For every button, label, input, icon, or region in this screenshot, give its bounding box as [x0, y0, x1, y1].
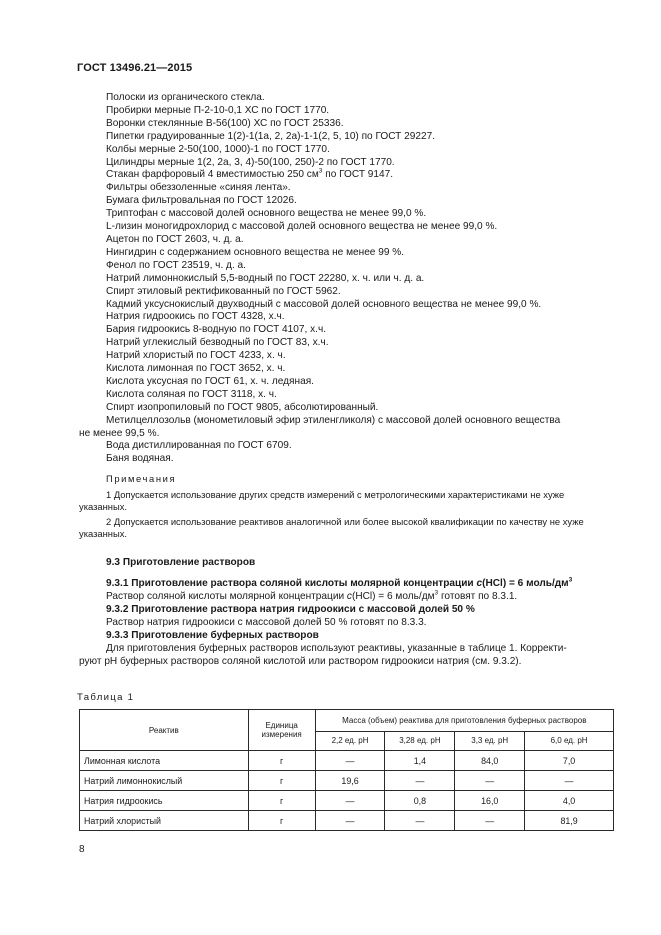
page-number: 8 — [79, 844, 85, 855]
section-title: 9.3 Приготовление растворов — [106, 557, 256, 569]
cell-reagent: Натрия гидроокись — [80, 791, 249, 811]
cell-reagent: Натрий лимоннокислый — [80, 771, 249, 791]
table-row — [80, 791, 614, 811]
cell-value: — — [315, 811, 385, 831]
cell-value: — — [315, 751, 385, 771]
list-item: Бария гидроокись 8-водную по ГОСТ 4107, х.ч. — [106, 324, 327, 336]
list-item: Баня водяная. — [106, 453, 174, 465]
subsection-9-3-1-title: 9.3.1 Приготовление раствора соляной кислоты молярной концентрации c(HCl) = 6 моль/$дм^3$ — [106, 576, 573, 590]
header-unit: Единица измерения — [248, 710, 315, 751]
note-1-cont: указанных. — [79, 501, 128, 513]
cell-unit: г — [248, 771, 315, 791]
header-reagent: Реактив — [80, 710, 249, 751]
header-mass: Масса (объем) реактива для приготовления буферных растворов — [315, 710, 613, 732]
buffer-table — [79, 709, 614, 831]
cell-value: — — [525, 771, 614, 791]
cell-reagent: Лимонная кислота — [80, 751, 249, 771]
list-item: Нингидрин с содержанием основного вещества не менее 99 %. — [106, 246, 405, 258]
subsection-9-3-1-text: Раствор соляной кислоты молярной концентрации c(HCl) = 6 моль/$дм^3$ готовят по 8.3.1. — [106, 589, 518, 603]
list-item: Полоски из органического стекла. — [106, 92, 265, 103]
cell-value: — — [455, 771, 525, 791]
list-item: Фенол по ГОСТ 23519, ч. д. а. — [106, 259, 246, 271]
body-text — [79, 92, 615, 669]
subsection-9-3-3-title: 9.3.3 Приготовление буферных растворов — [106, 629, 319, 641]
cell-unit: г — [248, 811, 315, 831]
header-ph: 6,0 ед. pH — [525, 731, 614, 750]
cell-unit: г — [248, 751, 315, 771]
header-ph: 3,28 ед. pH — [385, 731, 455, 750]
cell-value: — — [455, 811, 525, 831]
list-item: Ацетон по ГОСТ 2603, ч. д. а. — [106, 233, 244, 245]
cell-value: 16,0 — [455, 791, 525, 811]
note-2-cont: указанных. — [79, 528, 128, 540]
list-item: Пипетки градуированные 1(2)-1(1а, 2, 2а)-1-1(2, 5, 10) по ГОСТ 29227. — [106, 130, 436, 142]
cell-reagent: Натрий хлористый — [80, 811, 249, 831]
list-item: Спирт этиловый ректификованный по ГОСТ 5962. — [106, 285, 341, 297]
cell-value: 0,8 — [385, 791, 455, 811]
list-item-cup: Стакан фарфоровый 4 вместимостью 250 $см^3$ по ГОСТ 9147. — [106, 168, 394, 181]
cell-value: — — [315, 791, 385, 811]
subsection-9-3-2-title: 9.3.2 Приготовление раствора натрия гидроокиси с массовой долей 50 % — [106, 604, 475, 616]
list-item: Спирт изопропиловый по ГОСТ 9805, абсолютированный. — [106, 401, 379, 413]
list-item-methyl-cont: не менее 99,5 %. — [79, 427, 160, 439]
note-1: 1 Допускается использование других средств измерений с метрологическими характеристиками не хуже — [106, 489, 565, 501]
subsection-9-3-3-text-cont: руют pH буферных растворов соляной кислотой или раствором гидроокиси натрия (см. 9.3.2). — [79, 655, 522, 667]
list-item: Вода дистиллированная по ГОСТ 6709. — [106, 440, 292, 452]
cell-value: 7,0 — [525, 751, 614, 771]
table-row — [80, 811, 614, 831]
notes-heading: Примечания — [106, 473, 177, 485]
cell-value: 4,0 — [525, 791, 614, 811]
list-item: Натрий лимоннокислый 5,5-водный по ГОСТ 22280, х. ч. или ч. д. а. — [106, 272, 425, 284]
list-item: Пробирки мерные П-2-10-0,1 ХС по ГОСТ 1770. — [106, 104, 330, 116]
list-item: Колбы мерные 2-50(100, 1000)-1 по ГОСТ 1770. — [106, 143, 330, 155]
list-item: Кислота уксусная по ГОСТ 61, х. ч. ледяная. — [106, 375, 314, 387]
list-item: Цилиндры мерные 1(2, 2а, 3, 4)-50(100, 250)-2 по ГОСТ 1770. — [106, 156, 395, 168]
cell-value: 1,4 — [385, 751, 455, 771]
list-item: Триптофан с массовой долей основного вещества не менее 99,0 %. — [106, 208, 427, 220]
header-ph: 2,2 ед. pH — [315, 731, 385, 750]
standard-header: ГОСТ 13496.21—2015 — [77, 62, 193, 74]
cell-value: 81,9 — [525, 811, 614, 831]
list-item: Кислота лимонная по ГОСТ 3652, х. ч. — [106, 363, 286, 375]
cell-value: 19,6 — [315, 771, 385, 791]
cell-value: — — [385, 811, 455, 831]
list-item: Воронки стеклянные В-56(100) ХС по ГОСТ 25336. — [106, 117, 344, 129]
subsection-9-3-2-text: Раствор натрия гидроокиси с массовой долей 50 % готовят по 8.3.3. — [106, 617, 427, 628]
list-item-methyl: Метилцеллозольв (монометиловый эфир этиленгликоля) с массовой долей основного вещества — [106, 414, 561, 426]
table-row — [80, 751, 614, 771]
list-item: Фильтры обеззоленные «синяя лента». — [106, 182, 291, 194]
note-2: 2 Допускается использование реактивов аналогичной или более высокой квалификации по качеству не хуже — [106, 515, 584, 527]
list-item: Кадмий уксуснокислый двухводный с массовой долей основного вещества не менее 99,0 %. — [106, 298, 542, 310]
list-item: Натрий углекислый безводный по ГОСТ 83, х.ч. — [106, 337, 329, 349]
header-ph: 3,3 ед. pH — [455, 731, 525, 750]
list-item: Бумага фильтровальная по ГОСТ 12026. — [106, 195, 297, 207]
list-item: L-лизин моногидрохлорид с массовой долей основного вещества не менее 99,0 %. — [106, 221, 498, 233]
subsection-9-3-3-text: Для приготовления буферных растворов используют реактивы, указанные в таблице 1. Корректи- — [106, 642, 567, 654]
list-item: Кислота соляная по ГОСТ 3118, х. ч. — [106, 388, 277, 400]
table-caption: Таблица 1 — [77, 692, 135, 703]
cell-unit: г — [248, 791, 315, 811]
table-row — [80, 771, 614, 791]
cell-value: — — [385, 771, 455, 791]
list-item: Натрий хлористый по ГОСТ 4233, х. ч. — [106, 350, 286, 362]
cell-value: 84,0 — [455, 751, 525, 771]
list-item: Натрия гидроокись по ГОСТ 4328, х.ч. — [106, 311, 285, 323]
